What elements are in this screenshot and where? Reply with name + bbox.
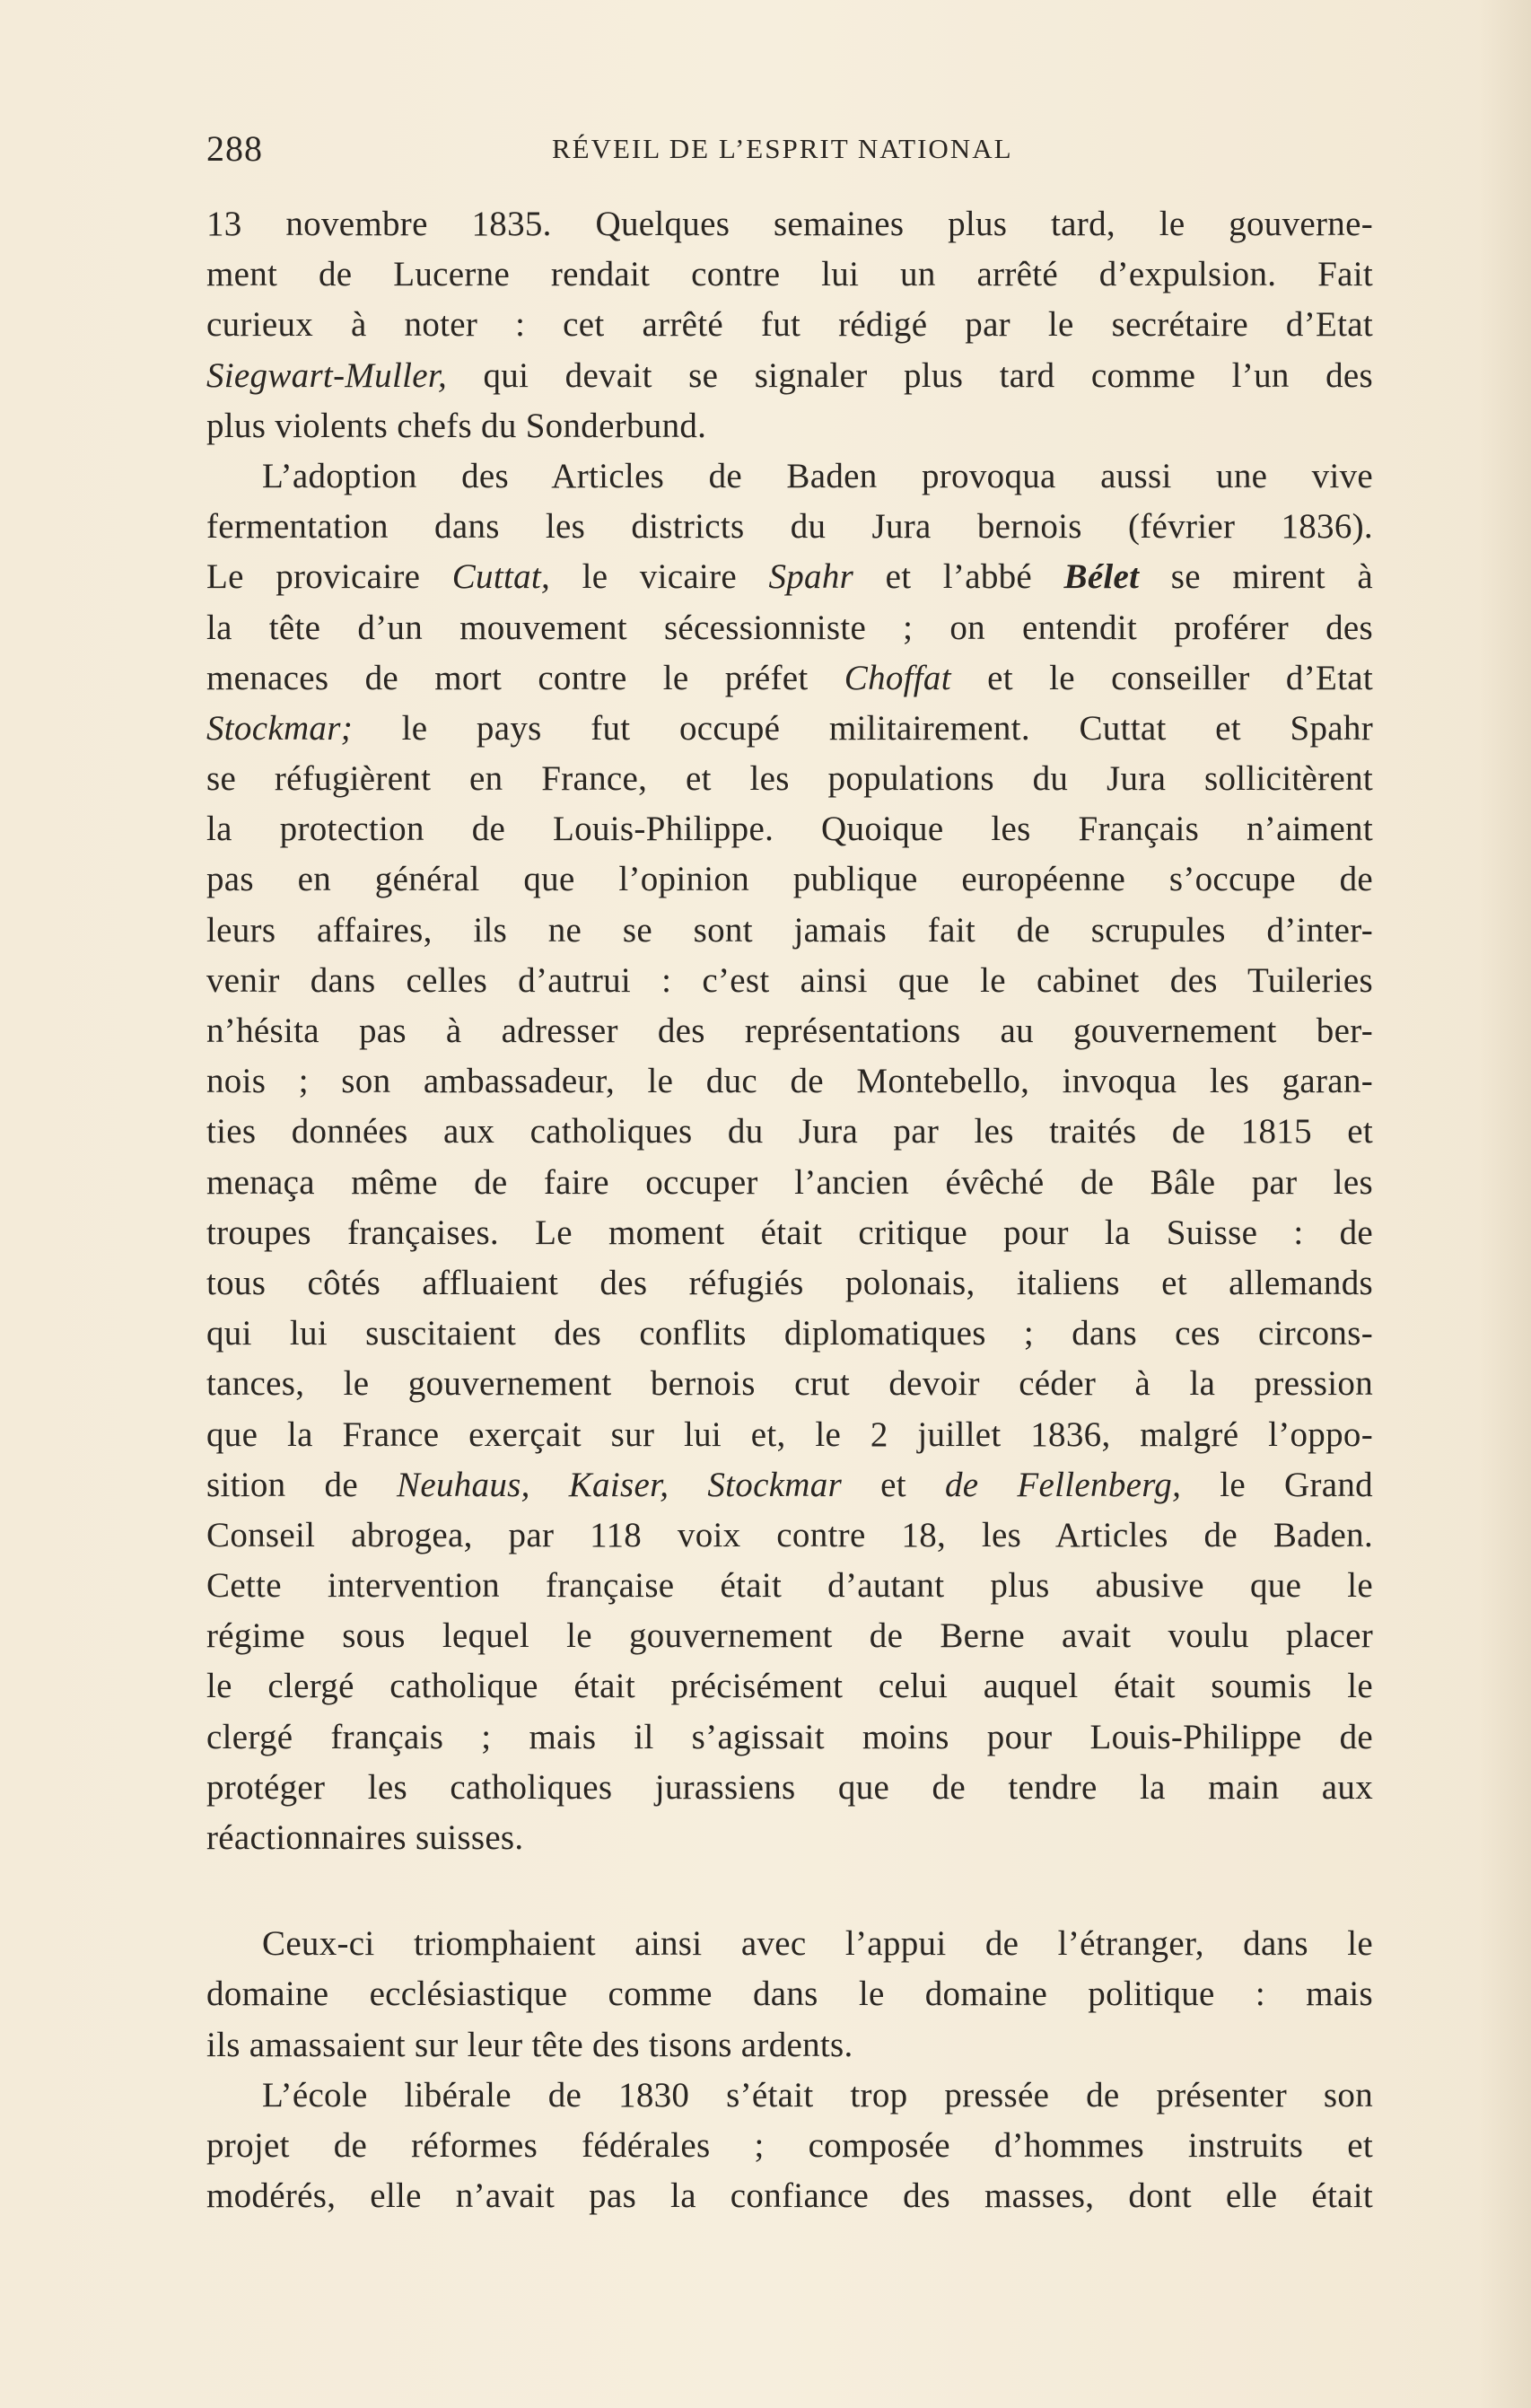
text-line: tances, le gouvernement bernois crut devoir céder à la pression (206, 1364, 1373, 1404)
text-line: 13 novembre 1835. Quelques semaines plus tard, le gouverne- (206, 205, 1373, 243)
text-line: domaine ecclésiastique comme dans le domaine politique : mais (206, 1975, 1373, 2014)
person-name: Choffat (844, 658, 951, 697)
text-line: la protection de Louis-Philippe. Quoique les Français n’aiment (206, 810, 1373, 849)
text-line: n’hésita pas à adresser des représentations au gouvernement ber- (206, 1011, 1373, 1050)
text-line: troupes françaises. Le moment était critique pour la Suisse : de (206, 1213, 1373, 1252)
text-line: le clergé catholique était précisément celui auquel était soumis le (206, 1667, 1373, 1706)
person-name: Bélet (1063, 557, 1140, 597)
text-line: menaça même de faire occuper l’ancien évêché de Bâle par les (206, 1162, 1373, 1202)
text-line: nois ; son ambassadeur, le duc de Montebello, invoqua les garan- (206, 1062, 1373, 1101)
person-name: Stockmar; (206, 708, 353, 748)
text-line: Siegwart-Muller, qui devait se signaler plus tard comme l’un des (206, 355, 1373, 395)
page-edge-shadow (1477, 0, 1531, 2408)
text-line: Stockmar; le pays fut occupé militairement. Cuttat et Spahr (206, 708, 1373, 748)
text-line: que la France exerçait sur lui et, le 2 juillet 1836, malgré l’oppo- (206, 1414, 1373, 1454)
text-line: ties données aux catholiques du Jura par les traités de 1815 et (206, 1112, 1373, 1151)
text-line: fermentation dans les districts du Jura bernois (février 1836). (206, 507, 1373, 547)
text-line: la tête d’un mouvement sécessionniste ; on entendit proférer des (206, 608, 1373, 647)
text-line: curieux à noter : cet arrêté fut rédigé par le secrétaire d’Etat (206, 305, 1373, 345)
text-line: L’adoption des Articles de Baden provoqua aussi une vive (262, 456, 1373, 495)
text-line: réactionnaires suisses. (206, 1818, 524, 1857)
text-line: sition de Neuhaus, Kaiser, Stockmar et de Fellenberg, le Grand (206, 1465, 1373, 1504)
text-line: Cette intervention française était d’autant plus abusive que le (206, 1566, 1373, 1606)
body-text (206, 199, 1373, 2221)
person-name: de Fellenberg, (944, 1465, 1182, 1504)
text-line: modérés, elle n’avait pas la confiance des masses, dont elle était (206, 2176, 1373, 2216)
section-gap (206, 1863, 1373, 1919)
text-line: pas en général que l’opinion publique européenne s’occupe de (206, 860, 1373, 899)
text-line: venir dans celles d’autrui : c’est ainsi que le cabinet des Tuileries (206, 960, 1373, 1000)
text-line: menaces de mort contre le préfet Choffat et le conseiller d’Etat (206, 658, 1373, 697)
text-line: Conseil abrogea, par 118 voix contre 18, les Articles de Baden. (206, 1515, 1373, 1554)
text-line: ils amassaient sur leur tête des tisons ardents. (206, 2025, 853, 2064)
person-name: Spahr (768, 557, 854, 597)
text-line: clergé français ; mais il s’agissait moins pour Louis-Philippe de (206, 1717, 1373, 1756)
text-line: plus violents chefs du Sonderbund. (206, 406, 707, 445)
text-line: leurs affaires, ils ne se sont jamais fait de scrupules d’inter- (206, 910, 1373, 950)
person-name: Cuttat, (451, 557, 551, 597)
person-names: Neuhaus, Kaiser, Stockmar (397, 1465, 843, 1504)
text-line: qui lui suscitaient des conflits diplomatiques ; dans ces circons- (206, 1314, 1373, 1353)
text-line: L’école libérale de 1830 s’était trop pressée de présenter son (262, 2075, 1373, 2115)
text-line: Le provicaire Cuttat, le vicaire Spahr et l’abbé Bélet se mirent à (206, 557, 1373, 597)
text-line: protéger les catholiques jurassiens que de tendre la main aux (206, 1767, 1373, 1807)
running-title: RÉVEIL DE L’ESPRIT NATIONAL (552, 133, 1013, 164)
text-line: tous côtés affluaient des réfugiés polonais, italiens et allemands (206, 1263, 1373, 1302)
text-line: projet de réformes fédérales ; composée d’hommes instruits et (206, 2125, 1373, 2165)
person-name: Siegwart-Muller, (206, 355, 448, 395)
page-number: 288 (206, 128, 263, 169)
running-head (206, 127, 1373, 172)
text-line: régime sous lequel le gouvernement de Berne avait voulu placer (206, 1616, 1373, 1656)
text-line: se réfugièrent en France, et les populations du Jura sollicitèrent (206, 759, 1373, 799)
text-line: ment de Lucerne rendait contre lui un arrêté d’expulsion. Fait (206, 255, 1373, 294)
text-line: Ceux-ci triomphaient ainsi avec l’appui de l’étranger, dans le (262, 1924, 1373, 1964)
